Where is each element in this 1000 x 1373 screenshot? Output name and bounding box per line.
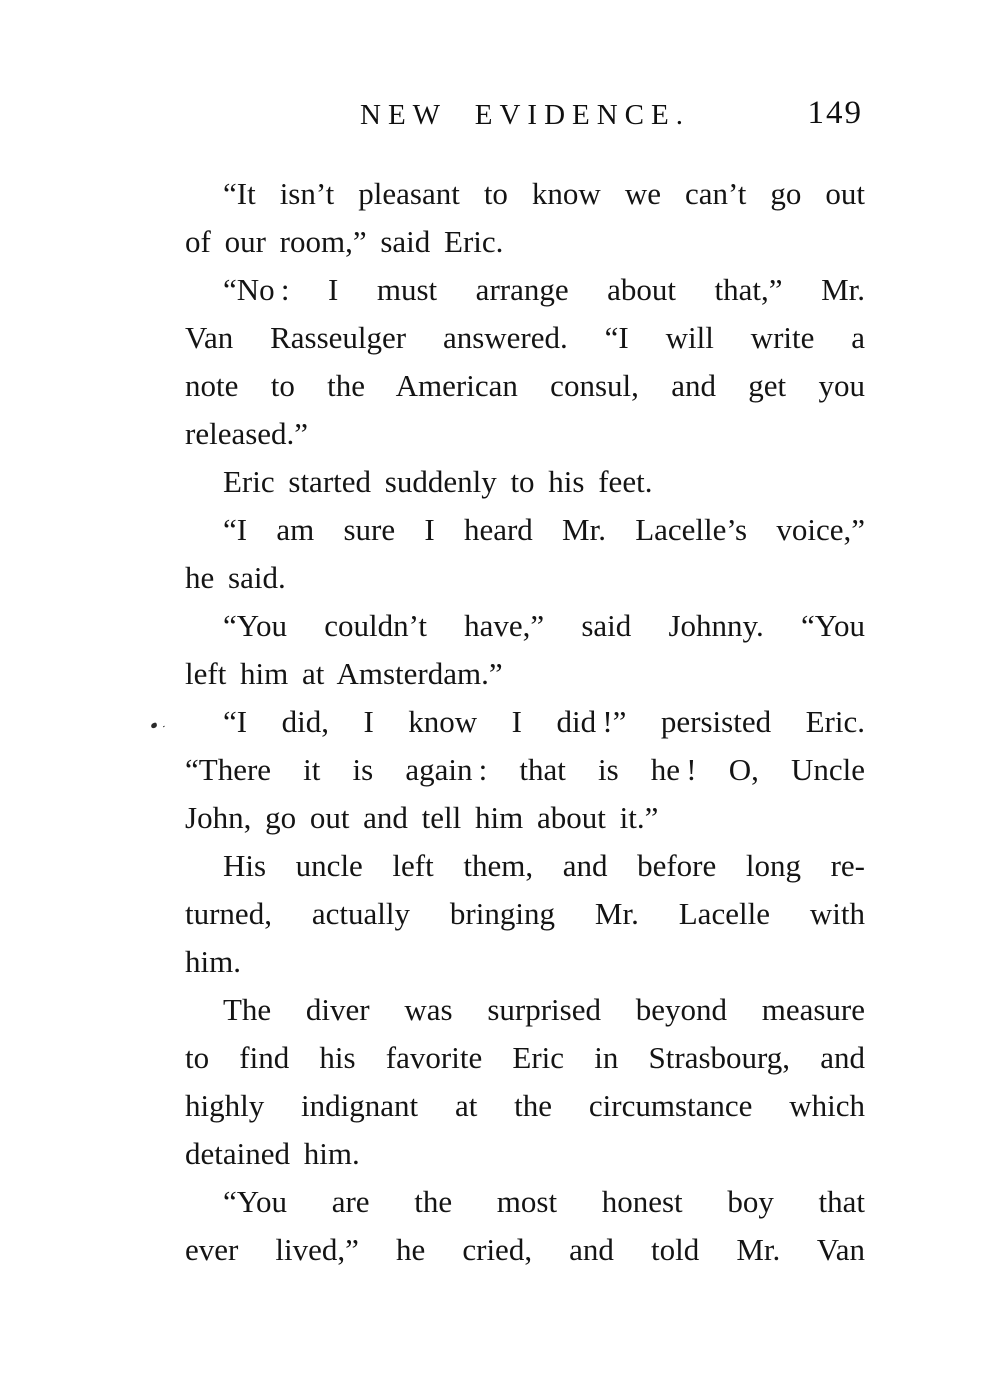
text-line: left him at Amsterdam.” (185, 656, 503, 691)
paragraph (185, 698, 865, 842)
text-line: The diver was surprised beyond measure (223, 992, 865, 1027)
text-block (185, 170, 865, 1274)
text-line: note to the American consul, and get you (185, 368, 865, 403)
text-line: John, go out and tell him about it.” (185, 800, 659, 835)
text-line: “You are the most honest boy that (223, 1184, 865, 1219)
text-line: “I did, I know I did !” persisted Eric. (223, 704, 865, 739)
text-line: to find his favorite Eric in Strasbourg, and (185, 1040, 865, 1075)
text-line: “I am sure I heard Mr. Lacelle’s voice,” (223, 512, 865, 547)
paragraph (185, 986, 865, 1178)
text-line: Eric started suddenly to his feet. (223, 464, 653, 499)
text-line: detained him. (185, 1136, 360, 1171)
page-header (185, 95, 865, 141)
text-line: Van Rasseulger answered. “I will write a (185, 320, 865, 355)
paragraph (185, 1178, 865, 1274)
paragraph (185, 602, 865, 698)
paragraph (185, 170, 865, 266)
ink-speck (150, 722, 157, 729)
text-line: turned, actually bringing Mr. Lacelle with (185, 896, 865, 931)
text-line: released.” (185, 416, 309, 451)
text-line: him. (185, 944, 241, 979)
page-number: 149 (807, 95, 863, 131)
paragraph (185, 266, 865, 458)
paragraph (185, 842, 865, 986)
text-line: “You couldn’t have,” said Johnny. “You (223, 608, 865, 643)
text-line: “No : I must arrange about that,” Mr. (223, 272, 865, 307)
text-line: he said. (185, 560, 286, 595)
text-line: His uncle left them, and before long re- (223, 848, 865, 883)
running-head-title: NEW EVIDENCE. (360, 99, 690, 131)
text-line: highly indignant at the circumstance which (185, 1088, 865, 1123)
paragraph (185, 506, 865, 602)
text-line: “It isn’t pleasant to know we can’t go out (223, 176, 865, 211)
text-line: of our room,” said Eric. (185, 224, 504, 259)
text-line: ever lived,” he cried, and told Mr. Van (185, 1232, 865, 1267)
paragraph (185, 458, 865, 506)
text-line: “There it is again : that is he ! O, Uncle (185, 752, 865, 787)
